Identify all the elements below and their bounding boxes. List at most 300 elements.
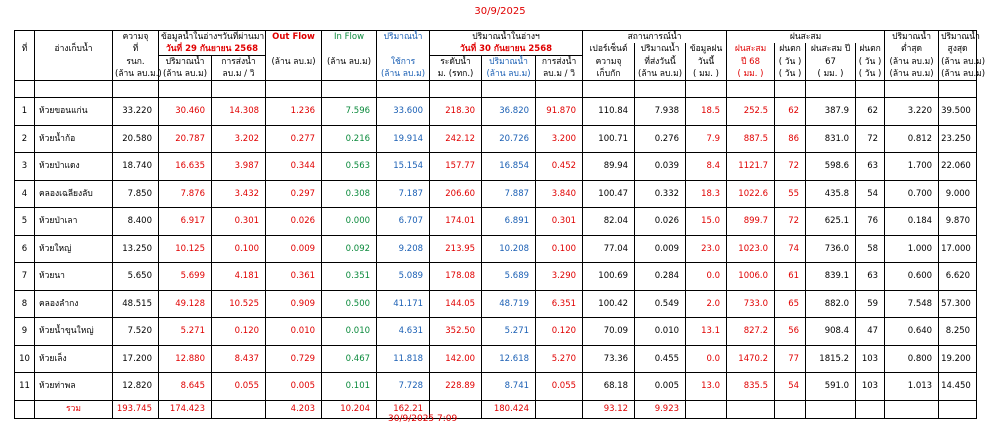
header-min-4: (ล้าน ลบ.ม): [885, 68, 939, 81]
header-outflow: Out Flow: [266, 31, 322, 44]
cell-no: 3: [15, 153, 35, 181]
table-row: [15, 125, 977, 153]
cell-prev-vol: 20.787: [159, 125, 212, 153]
cell-level: 228.89: [430, 373, 482, 401]
cell-curr-rel: 3.840: [536, 180, 583, 208]
header-prev-release-1: การส่งน้ำ: [212, 56, 266, 69]
cell-capacity: 13.250: [113, 235, 159, 263]
cell-prev-vol: 7.876: [159, 180, 212, 208]
cell-sent: 0.026: [635, 208, 686, 236]
cell-cum68: 827.2: [727, 318, 775, 346]
cell-usable: 19.914: [377, 125, 430, 153]
cell-usable: 4.631: [377, 318, 430, 346]
cell-prev-vol: 6.917: [159, 208, 212, 236]
cell-days67: 54: [856, 180, 885, 208]
cell-inflow: 0.467: [322, 345, 377, 373]
header-usable-2: ใช้การ: [377, 56, 430, 69]
cell-min: 0.640: [885, 318, 939, 346]
report-date: 30/9/2025: [474, 6, 526, 17]
cell-sent: 7.938: [635, 98, 686, 126]
cell-curr-vol: 5.689: [482, 263, 536, 291]
cell-days67: 103: [856, 373, 885, 401]
cell-level: 144.05: [430, 290, 482, 318]
cell-capacity: 18.740: [113, 153, 159, 181]
cell-percent: 110.84: [583, 98, 635, 126]
cell-days68: 56: [775, 318, 806, 346]
cell-rain: 13.1: [686, 318, 727, 346]
total-outflow: 4.203: [266, 400, 322, 418]
header-reservoir: อ่างเก็บน้ำ: [35, 43, 113, 56]
cell-level: 206.60: [430, 180, 482, 208]
cell-percent: 77.04: [583, 235, 635, 263]
cell-prev-vol: 8.645: [159, 373, 212, 401]
cell-prev-rel: 3.432: [212, 180, 266, 208]
header-min-2: ต่ำสุด: [885, 43, 939, 56]
cell-days67: 76: [856, 208, 885, 236]
cell-curr-vol: 16.854: [482, 153, 536, 181]
header-capacity-1: ความจุ: [113, 31, 159, 44]
cell-max: 22.060: [939, 153, 977, 181]
cell-days67: 62: [856, 98, 885, 126]
cell-curr-vol: 5.271: [482, 318, 536, 346]
cell-capacity: 8.400: [113, 208, 159, 236]
cell-min: 7.548: [885, 290, 939, 318]
table-row: [15, 235, 977, 263]
header-sent-3: (ล้าน ลบ.ม): [635, 68, 686, 81]
header-rain-2: วันนี้: [686, 56, 727, 69]
cell-days68: 62: [775, 98, 806, 126]
cell-min: 0.184: [885, 208, 939, 236]
cell-rain: 13.0: [686, 373, 727, 401]
cell-usable: 5.089: [377, 263, 430, 291]
cell-no: 2: [15, 125, 35, 153]
cell-cum68: 887.5: [727, 125, 775, 153]
total-label: รวม: [35, 400, 113, 418]
cell-capacity: 7.520: [113, 318, 159, 346]
table-row: [15, 98, 977, 126]
cell-inflow: 0.101: [322, 373, 377, 401]
header-capacity-4: (ล้าน ลบ.ม.): [113, 68, 159, 81]
cell-min: 1.700: [885, 153, 939, 181]
cell-days67: 63: [856, 263, 885, 291]
cell-max: 8.250: [939, 318, 977, 346]
cell-prev-vol: 30.460: [159, 98, 212, 126]
cell-curr-rel: 91.870: [536, 98, 583, 126]
cell-level: 157.77: [430, 153, 482, 181]
cell-min: 0.800: [885, 345, 939, 373]
cell-rain: 7.9: [686, 125, 727, 153]
cell-outflow: 0.361: [266, 263, 322, 291]
cell-max: 57.300: [939, 290, 977, 318]
table-body: [15, 98, 977, 401]
cell-min: 1.000: [885, 235, 939, 263]
cell-name: ห้วยป่าแดง: [35, 153, 113, 181]
cell-inflow: 0.351: [322, 263, 377, 291]
cell-level: 174.01: [430, 208, 482, 236]
cell-cum67: 1815.2: [806, 345, 856, 373]
cell-usable: 33.600: [377, 98, 430, 126]
header-min-3: (ล้าน ลบ.ม): [885, 56, 939, 69]
cell-cum67: 387.9: [806, 98, 856, 126]
cell-no: 8: [15, 290, 35, 318]
cell-cum68: 1121.7: [727, 153, 775, 181]
cell-inflow: 0.563: [322, 153, 377, 181]
header-curr-release-1: การส่งน้ำ: [536, 56, 583, 69]
cell-prev-vol: 10.125: [159, 235, 212, 263]
cell-prev-rel: 0.301: [212, 208, 266, 236]
cell-cum68: 1006.0: [727, 263, 775, 291]
header-cum68-1: ฝนสะสม: [727, 43, 775, 56]
header-days67-2: ( วัน ): [856, 56, 885, 69]
cell-prev-vol: 49.128: [159, 290, 212, 318]
cell-prev-vol: 16.635: [159, 153, 212, 181]
cell-min: 3.220: [885, 98, 939, 126]
cell-sent: 0.009: [635, 235, 686, 263]
cell-cum68: 1023.0: [727, 235, 775, 263]
header-rain-group: ฝนสะสม: [727, 31, 885, 44]
cell-sent: 0.549: [635, 290, 686, 318]
cell-name: ห้วยป่าเลา: [35, 208, 113, 236]
header-no-label: ที่: [15, 43, 35, 56]
header-max-1: ปริมาณน้ำ: [939, 31, 977, 44]
cell-inflow: 0.500: [322, 290, 377, 318]
header-curr-date: วันที่ 30 กันยายน 2568: [430, 43, 583, 56]
cell-curr-rel: 0.100: [536, 235, 583, 263]
total-sent: 9.923: [635, 400, 686, 418]
cell-usable: 41.171: [377, 290, 430, 318]
header-capacity-2: ที่: [113, 43, 159, 56]
table-row: [15, 153, 977, 181]
cell-name: คลองลำกง: [35, 290, 113, 318]
cell-curr-rel: 0.452: [536, 153, 583, 181]
header-level-1: ระดับน้ำ: [430, 56, 482, 69]
header-percent-2: ความจุ: [583, 56, 635, 69]
cell-percent: 68.18: [583, 373, 635, 401]
cell-cum68: 835.5: [727, 373, 775, 401]
cell-usable: 11.818: [377, 345, 430, 373]
cell-name: ห้วยน้ำขุนใหญ่: [35, 318, 113, 346]
cell-curr-vol: 36.820: [482, 98, 536, 126]
cell-name: คลองเฉลียงลับ: [35, 180, 113, 208]
cell-capacity: 33.220: [113, 98, 159, 126]
table-row: [15, 208, 977, 236]
cell-prev-rel: 3.202: [212, 125, 266, 153]
header-cum67-3: ( มม. ): [806, 68, 856, 81]
cell-no: 9: [15, 318, 35, 346]
header-capacity-3: รนก.: [113, 56, 159, 69]
cell-cum67: 435.8: [806, 180, 856, 208]
cell-usable: 6.707: [377, 208, 430, 236]
cell-name: ห้วยนา: [35, 263, 113, 291]
cell-curr-vol: 48.719: [482, 290, 536, 318]
total-curr-volume: 180.424: [482, 400, 536, 418]
header-level-2: ม. (รทก.): [430, 68, 482, 81]
header-cum68-3: ( มม. ): [727, 68, 775, 81]
cell-capacity: 5.650: [113, 263, 159, 291]
header-curr-group: ปริมาณน้ำในอ่างฯ: [430, 31, 583, 44]
cell-capacity: 20.580: [113, 125, 159, 153]
cell-inflow: 0.216: [322, 125, 377, 153]
header-cum67-2: 67: [806, 56, 856, 69]
cell-capacity: 48.515: [113, 290, 159, 318]
cell-sent: 0.010: [635, 318, 686, 346]
cell-usable: 9.208: [377, 235, 430, 263]
cell-curr-rel: 5.270: [536, 345, 583, 373]
cell-days68: 86: [775, 125, 806, 153]
cell-outflow: 0.909: [266, 290, 322, 318]
cell-prev-rel: 0.055: [212, 373, 266, 401]
header-rain-3: ( มม. ): [686, 68, 727, 81]
cell-days67: 47: [856, 318, 885, 346]
header-prev-volume-2: (ล้าน ลบ.ม): [159, 68, 212, 81]
cell-rain: 15.0: [686, 208, 727, 236]
cell-min: 0.812: [885, 125, 939, 153]
cell-curr-vol: 10.208: [482, 235, 536, 263]
cell-sent: 0.455: [635, 345, 686, 373]
header-cum68-2: ปี 68: [727, 56, 775, 69]
cell-prev-rel: 0.120: [212, 318, 266, 346]
header-sent-1: ปริมาณน้ำ: [635, 43, 686, 56]
table-row: [15, 318, 977, 346]
cell-percent: 73.36: [583, 345, 635, 373]
cell-days68: 65: [775, 290, 806, 318]
cell-days67: 59: [856, 290, 885, 318]
cell-inflow: 0.010: [322, 318, 377, 346]
header-percent-1: เปอร์เซ็นต์: [583, 43, 635, 56]
header-max-3: (ล้าน ลบ.ม): [939, 56, 977, 69]
cell-rain: 0.0: [686, 345, 727, 373]
cell-curr-vol: 6.891: [482, 208, 536, 236]
cell-max: 6.620: [939, 263, 977, 291]
header-curr-release-2: ลบ.ม / วิ: [536, 68, 583, 81]
cell-prev-rel: 8.437: [212, 345, 266, 373]
header-status-group: สถานการณ์น้ำ: [583, 31, 727, 44]
cell-max: 23.250: [939, 125, 977, 153]
cell-rain: 18.5: [686, 98, 727, 126]
header-prev-volume-1: ปริมาณน้ำ: [159, 56, 212, 69]
cell-prev-rel: 3.987: [212, 153, 266, 181]
cell-prev-rel: 14.308: [212, 98, 266, 126]
cell-cum68: 733.0: [727, 290, 775, 318]
cell-outflow: 0.297: [266, 180, 322, 208]
total-prev-volume: 174.423: [159, 400, 212, 418]
cell-max: 9.000: [939, 180, 977, 208]
header-inflow-unit: (ล้าน ลบ.ม): [322, 56, 377, 69]
footer-timestamp: 30/9/2025 7:09: [388, 414, 458, 424]
header-outflow-unit: (ล้าน ลบ.ม): [266, 56, 322, 69]
header-curr-volume-1: ปริมาณน้ำ: [482, 56, 536, 69]
cell-outflow: 0.010: [266, 318, 322, 346]
cell-days68: 54: [775, 373, 806, 401]
header-max-4: (ล้าน ลบ.ม): [939, 68, 977, 81]
cell-no: 1: [15, 98, 35, 126]
cell-no: 6: [15, 235, 35, 263]
header-usable-1: ปริมาณน้ำ: [377, 31, 430, 44]
cell-no: 7: [15, 263, 35, 291]
total-capacity: 193.745: [113, 400, 159, 418]
cell-outflow: 0.344: [266, 153, 322, 181]
cell-cum67: 882.0: [806, 290, 856, 318]
header-cum67-1: ฝนสะสม ปี: [806, 43, 856, 56]
cell-days67: 103: [856, 345, 885, 373]
cell-outflow: 0.729: [266, 345, 322, 373]
cell-no: 11: [15, 373, 35, 401]
cell-prev-rel: 4.181: [212, 263, 266, 291]
cell-curr-rel: 3.200: [536, 125, 583, 153]
header-inflow: In Flow: [322, 31, 377, 44]
spacer-row: [15, 81, 977, 98]
cell-days68: 77: [775, 345, 806, 373]
table-row: [15, 180, 977, 208]
cell-name: ห้วยใหญ่: [35, 235, 113, 263]
cell-cum67: 736.0: [806, 235, 856, 263]
header-curr-volume-2: (ล้าน ลบ.ม): [482, 68, 536, 81]
header-sent-2: ที่ส่งวันนี้: [635, 56, 686, 69]
table-row: [15, 290, 977, 318]
total-row: [15, 400, 977, 418]
header-prev-date: วันที่ 29 กันยายน 2568: [159, 43, 266, 56]
cell-prev-vol: 12.880: [159, 345, 212, 373]
cell-days67: 58: [856, 235, 885, 263]
cell-curr-vol: 20.726: [482, 125, 536, 153]
cell-max: 9.870: [939, 208, 977, 236]
cell-sent: 0.005: [635, 373, 686, 401]
cell-name: ห้วยขอนแก่น: [35, 98, 113, 126]
cell-level: 178.08: [430, 263, 482, 291]
total-inflow: 10.204: [322, 400, 377, 418]
cell-percent: 100.42: [583, 290, 635, 318]
cell-cum67: 598.6: [806, 153, 856, 181]
cell-min: 1.013: [885, 373, 939, 401]
cell-outflow: 1.236: [266, 98, 322, 126]
reservoir-table: [14, 30, 986, 419]
cell-outflow: 0.026: [266, 208, 322, 236]
header-days67-1: ฝนตก: [856, 43, 885, 56]
cell-curr-rel: 3.290: [536, 263, 583, 291]
cell-max: 17.000: [939, 235, 977, 263]
cell-cum67: 625.1: [806, 208, 856, 236]
table-row: [15, 263, 977, 291]
cell-days68: 72: [775, 153, 806, 181]
cell-cum68: 252.5: [727, 98, 775, 126]
cell-prev-vol: 5.271: [159, 318, 212, 346]
cell-percent: 82.04: [583, 208, 635, 236]
cell-cum68: 899.7: [727, 208, 775, 236]
cell-inflow: 7.596: [322, 98, 377, 126]
cell-rain: 18.3: [686, 180, 727, 208]
cell-days68: 61: [775, 263, 806, 291]
cell-sent: 0.276: [635, 125, 686, 153]
cell-sent: 0.332: [635, 180, 686, 208]
cell-level: 142.00: [430, 345, 482, 373]
cell-no: 5: [15, 208, 35, 236]
cell-percent: 89.94: [583, 153, 635, 181]
cell-cum67: 591.0: [806, 373, 856, 401]
table-row: [15, 345, 977, 373]
cell-days68: 55: [775, 180, 806, 208]
cell-prev-rel: 10.525: [212, 290, 266, 318]
cell-curr-vol: 12.618: [482, 345, 536, 373]
cell-percent: 100.47: [583, 180, 635, 208]
cell-curr-rel: 6.351: [536, 290, 583, 318]
cell-outflow: 0.277: [266, 125, 322, 153]
cell-level: 218.30: [430, 98, 482, 126]
header-days67-2b: ( วัน ): [856, 68, 885, 81]
cell-level: 213.95: [430, 235, 482, 263]
cell-percent: 100.69: [583, 263, 635, 291]
header-max-2: สูงสุด: [939, 43, 977, 56]
cell-curr-vol: 8.741: [482, 373, 536, 401]
cell-curr-rel: 0.301: [536, 208, 583, 236]
cell-cum68: 1470.2: [727, 345, 775, 373]
cell-inflow: 0.092: [322, 235, 377, 263]
cell-capacity: 7.850: [113, 180, 159, 208]
cell-rain: 2.0: [686, 290, 727, 318]
cell-sent: 0.284: [635, 263, 686, 291]
cell-inflow: 0.308: [322, 180, 377, 208]
cell-capacity: 12.820: [113, 373, 159, 401]
cell-cum68: 1022.6: [727, 180, 775, 208]
header-usable-3: (ล้าน ลบ.ม): [377, 68, 430, 81]
cell-level: 242.12: [430, 125, 482, 153]
header-rain-1: ข้อมูลฝน: [686, 43, 727, 56]
total-usable: 162.21: [377, 400, 430, 418]
cell-usable: 7.187: [377, 180, 430, 208]
header-reservoir-blank: [35, 31, 113, 44]
cell-inflow: 0.000: [322, 208, 377, 236]
cell-cum67: 831.0: [806, 125, 856, 153]
cell-outflow: 0.005: [266, 373, 322, 401]
header-min-1: ปริมาณน้ำ: [885, 31, 939, 44]
cell-max: 14.450: [939, 373, 977, 401]
cell-days68: 72: [775, 208, 806, 236]
cell-rain: 8.4: [686, 153, 727, 181]
cell-cum67: 839.1: [806, 263, 856, 291]
cell-level: 352.50: [430, 318, 482, 346]
cell-rain: 23.0: [686, 235, 727, 263]
cell-min: 0.600: [885, 263, 939, 291]
cell-min: 0.700: [885, 180, 939, 208]
cell-percent: 100.71: [583, 125, 635, 153]
cell-outflow: 0.009: [266, 235, 322, 263]
cell-percent: 70.09: [583, 318, 635, 346]
cell-curr-rel: 0.055: [536, 373, 583, 401]
header-prev-group: ข้อมูลน้ำในอ่างฯวันที่ผ่านมา: [159, 31, 266, 44]
cell-sent: 0.039: [635, 153, 686, 181]
cell-curr-vol: 7.887: [482, 180, 536, 208]
header-no: [15, 31, 35, 44]
cell-name: ห้วยท่าพล: [35, 373, 113, 401]
cell-max: 39.500: [939, 98, 977, 126]
cell-curr-rel: 0.120: [536, 318, 583, 346]
header-percent-3: เก็บกัก: [583, 68, 635, 81]
header-days68-1: ฝนตก: [775, 43, 806, 56]
header-prev-release-2: ลบ.ม / วิ: [212, 68, 266, 81]
cell-days67: 72: [856, 125, 885, 153]
total-percent: 93.12: [583, 400, 635, 418]
cell-usable: 7.728: [377, 373, 430, 401]
cell-days68: 74: [775, 235, 806, 263]
header-days68-2: ( วัน ): [775, 56, 806, 69]
cell-name: ห้วยน้ำก้อ: [35, 125, 113, 153]
cell-name: ห้วยเล็ง: [35, 345, 113, 373]
cell-cum67: 908.4: [806, 318, 856, 346]
table-row: [15, 373, 977, 401]
cell-capacity: 17.200: [113, 345, 159, 373]
header-days68-2b: ( วัน ): [775, 68, 806, 81]
cell-no: 10: [15, 345, 35, 373]
cell-no: 4: [15, 180, 35, 208]
